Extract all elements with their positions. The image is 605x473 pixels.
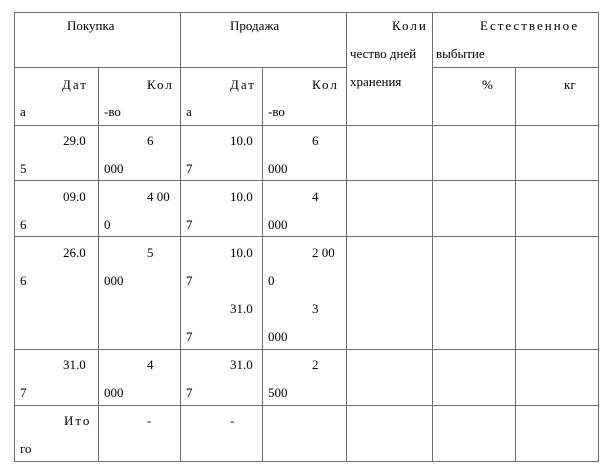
total-label-line2: го xyxy=(20,441,32,456)
row2-sale-qty-line1: 4 xyxy=(312,189,319,204)
storage-days-header-line2: чество дней xyxy=(350,46,417,61)
row1-sale-qty-line2: 000 xyxy=(268,161,288,176)
row1-sale-qty-line1: 6 xyxy=(312,133,319,148)
purchase-date-header-line2: а xyxy=(20,104,26,119)
purchase-qty-header-line2: -во xyxy=(104,104,121,119)
row3-purchase-date-line2: 6 xyxy=(20,273,27,288)
row3-sale-date-line4: 7 xyxy=(186,329,193,344)
percent-header: % xyxy=(482,77,493,92)
row2-sale-date-line2: 7 xyxy=(186,217,193,232)
grid-line xyxy=(14,125,598,126)
row2-sale-qty-line2: 000 xyxy=(268,217,288,232)
storage-days-header-line1: Коли xyxy=(392,18,428,33)
grid-line xyxy=(598,12,599,462)
row4-sale-qty-line2: 500 xyxy=(268,385,288,400)
grid-line xyxy=(14,405,598,406)
row3-sale-qty-line3: 3 xyxy=(312,301,319,316)
row1-purchase-qty-line1: 6 xyxy=(147,133,154,148)
grid-line xyxy=(432,12,433,462)
row3-sale-qty-line1: 2 00 xyxy=(312,245,335,260)
row3-sale-qty-line4: 000 xyxy=(268,329,288,344)
sale-qty-header-line1: Кол xyxy=(312,77,339,92)
row3-purchase-date-line1: 26.0 xyxy=(63,245,86,260)
row3-purchase-qty-line2: 000 xyxy=(104,273,124,288)
row4-sale-date-line2: 7 xyxy=(186,385,193,400)
grid-line xyxy=(262,67,263,462)
row2-purchase-qty-line2: 0 xyxy=(104,217,111,232)
row2-purchase-date-line1: 09.0 xyxy=(63,189,86,204)
row3-sale-date-line3: 31.0 xyxy=(230,301,253,316)
sale-date-header-line1: Дат xyxy=(230,77,256,92)
sale-header: Продажа xyxy=(230,18,280,33)
grid-line xyxy=(14,236,598,237)
purchase-qty-header-line1: Кол xyxy=(147,77,174,92)
row4-purchase-date-line1: 31.0 xyxy=(63,357,86,372)
grid-line xyxy=(346,12,347,462)
total-purchase-qty: - xyxy=(147,413,152,428)
row3-purchase-qty-line1: 5 xyxy=(147,245,154,260)
natural-loss-header-line2: выбытие xyxy=(436,46,485,61)
kg-header: кг xyxy=(564,77,576,92)
grid-line xyxy=(14,180,598,181)
row1-purchase-date-line2: 5 xyxy=(20,161,27,176)
row2-sale-date-line1: 10.0 xyxy=(230,189,253,204)
row4-sale-date-line1: 31.0 xyxy=(230,357,253,372)
sale-date-header-line2: а xyxy=(186,104,192,119)
row4-purchase-qty-line2: 000 xyxy=(104,385,124,400)
row1-purchase-qty-line2: 000 xyxy=(104,161,124,176)
row4-purchase-qty-line1: 4 xyxy=(147,357,154,372)
grid-line xyxy=(14,12,15,462)
grid-line xyxy=(515,67,516,462)
storage-days-header-line3: хранения xyxy=(350,74,402,89)
row3-sale-qty-line2: 0 xyxy=(268,273,275,288)
total-sale-date: - xyxy=(230,413,235,428)
row1-sale-date-line2: 7 xyxy=(186,161,193,176)
grid-line xyxy=(14,349,598,350)
grid-line xyxy=(14,12,598,13)
total-label-line1: Ито xyxy=(64,413,92,428)
row4-sale-qty-line1: 2 xyxy=(312,357,319,372)
grid-line xyxy=(180,12,181,462)
purchase-date-header-line1: Дат xyxy=(62,77,88,92)
sale-qty-header-line2: -во xyxy=(268,104,285,119)
purchase-header: Покупка xyxy=(67,18,115,33)
row4-purchase-date-line2: 7 xyxy=(20,385,27,400)
grid-line xyxy=(14,461,598,462)
natural-loss-header-line1: Естественное xyxy=(480,18,580,33)
row1-purchase-date-line1: 29.0 xyxy=(63,133,86,148)
grid-line xyxy=(98,67,99,462)
row2-purchase-date-line2: 6 xyxy=(20,217,27,232)
row2-purchase-qty-line1: 4 00 xyxy=(147,189,170,204)
row3-sale-date-line2: 7 xyxy=(186,273,193,288)
row1-sale-date-line1: 10.0 xyxy=(230,133,253,148)
row3-sale-date-line1: 10.0 xyxy=(230,245,253,260)
